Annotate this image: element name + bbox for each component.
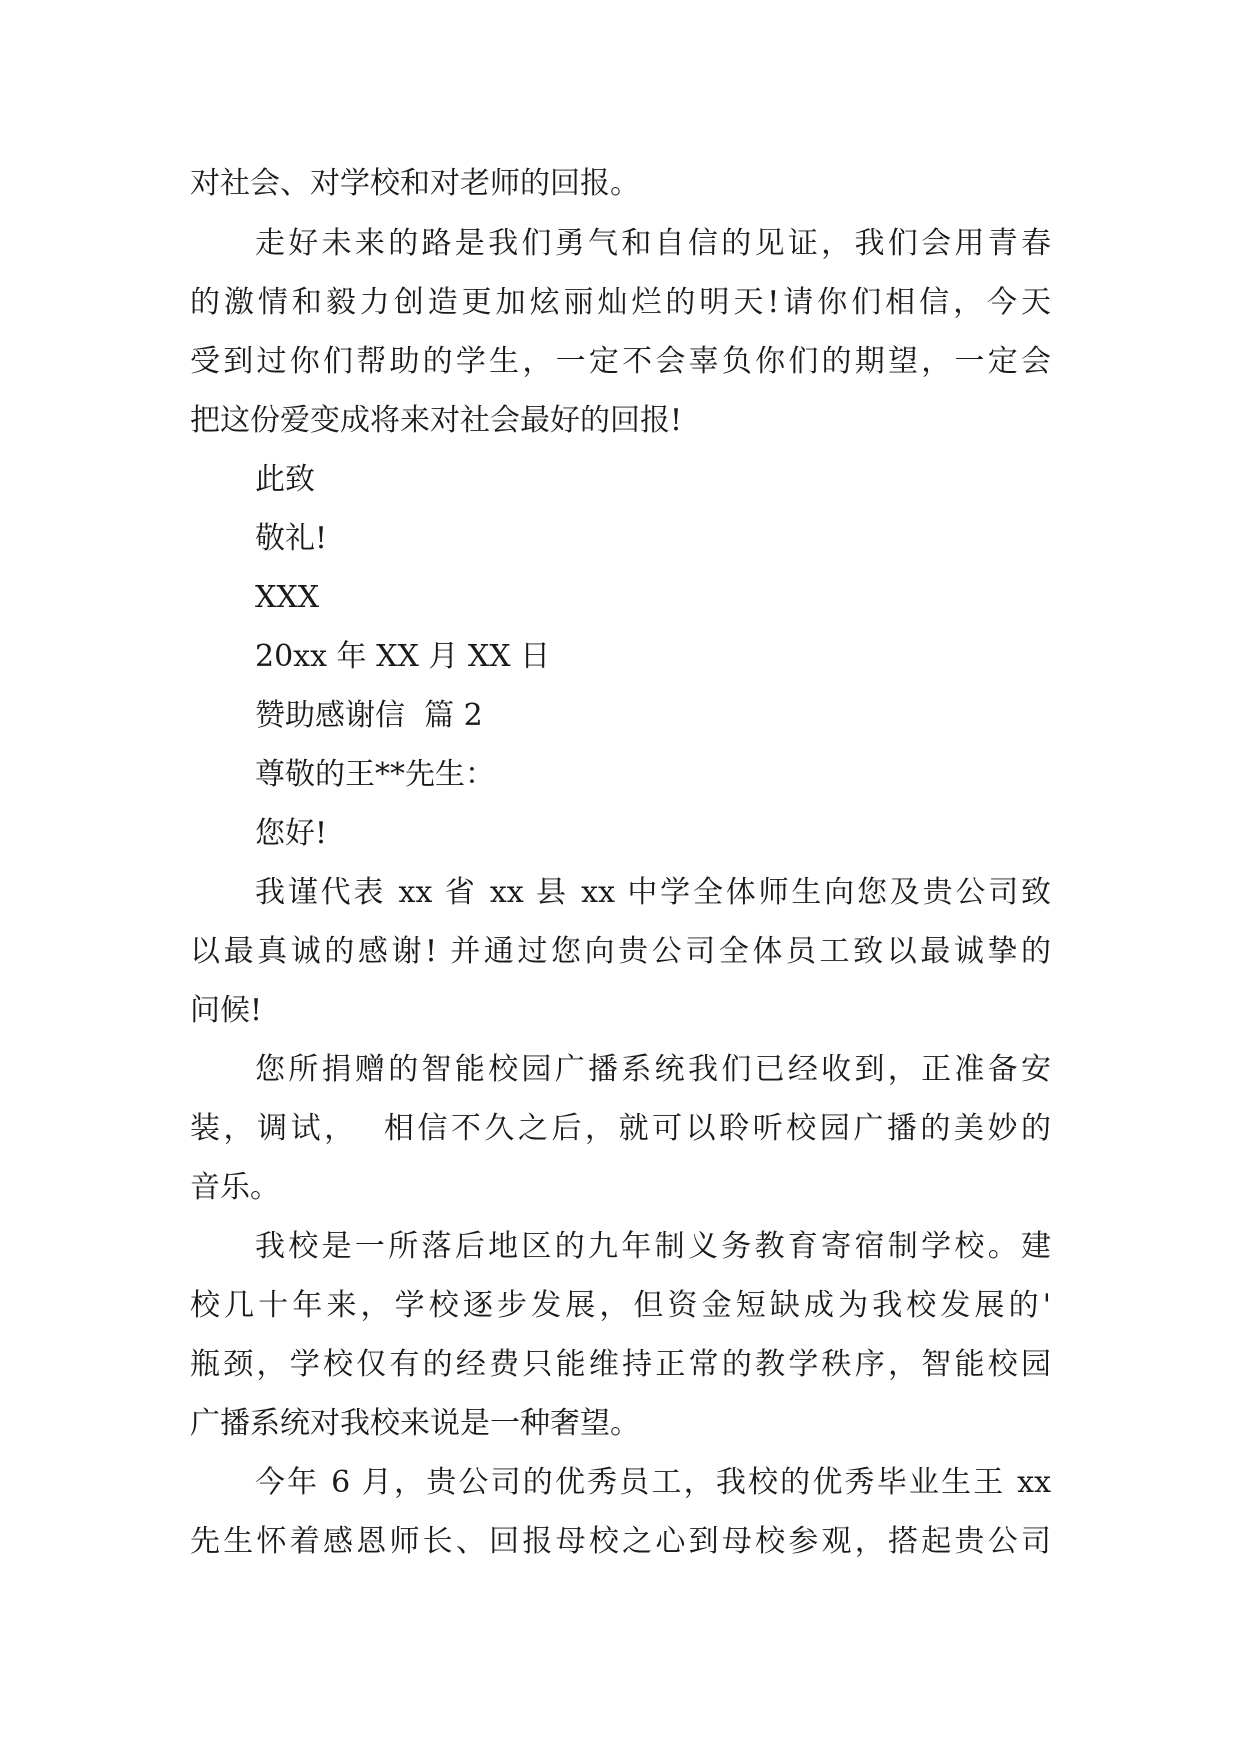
text-line: 以最真诚的感谢! 并通过您向贵公司全体员工致以最诚挚的 [190,934,1051,969]
text-line: 此致 [255,462,315,497]
text-line: 敬礼! [255,521,328,556]
text-line: 今年 6 月，贵公司的优秀员工，我校的优秀毕业生王 xx [255,1465,1051,1500]
text-line: 把这份爱变成将来对社会最好的回报! [190,403,683,438]
text-line: 我校是一所落后地区的九年制义务教育寄宿制学校。建 [255,1229,1051,1264]
text-line: 问候! [190,993,263,1028]
text-line: 受到过你们帮助的学生，一定不会辜负你们的期望，一定会 [190,344,1051,379]
text-line: 尊敬的王**先生： [255,757,495,792]
text-line: 对社会、对学校和对老师的回报。 [190,166,640,201]
text-line: 先生怀着感恩师长、回报母校之心到母校参观，搭起贵公司 [190,1524,1051,1559]
text-line: 的激情和毅力创造更加炫丽灿烂的明天!请你们相信，今天 [190,285,1051,320]
text-line: 瓶颈，学校仅有的经费只能维持正常的教学秩序，智能校园 [190,1347,1051,1382]
text-line: 走好未来的路是我们勇气和自信的见证，我们会用青春 [255,226,1051,261]
text-line: 音乐。 [190,1170,280,1205]
text-line: 广播系统对我校来说是一种奢望。 [190,1406,640,1441]
text-line: 20xx 年 XX 月 XX 日 [255,639,551,674]
text-line: 校几十年来，学校逐步发展，但资金短缺成为我校发展的' [190,1288,1051,1323]
text-line: 装，调试， 相信不久之后，就可以聆听校园广播的美妙的 [190,1111,1051,1146]
text-line: 赞助感谢信 篇 2 [255,698,483,733]
text-line: 您好! [255,816,328,851]
text-line: 我谨代表 xx 省 xx 县 xx 中学全体师生向您及贵公司致 [255,875,1051,910]
text-line: 您所捐赠的智能校园广播系统我们已经收到，正准备安 [255,1052,1051,1087]
text-line: XXX [255,580,320,615]
